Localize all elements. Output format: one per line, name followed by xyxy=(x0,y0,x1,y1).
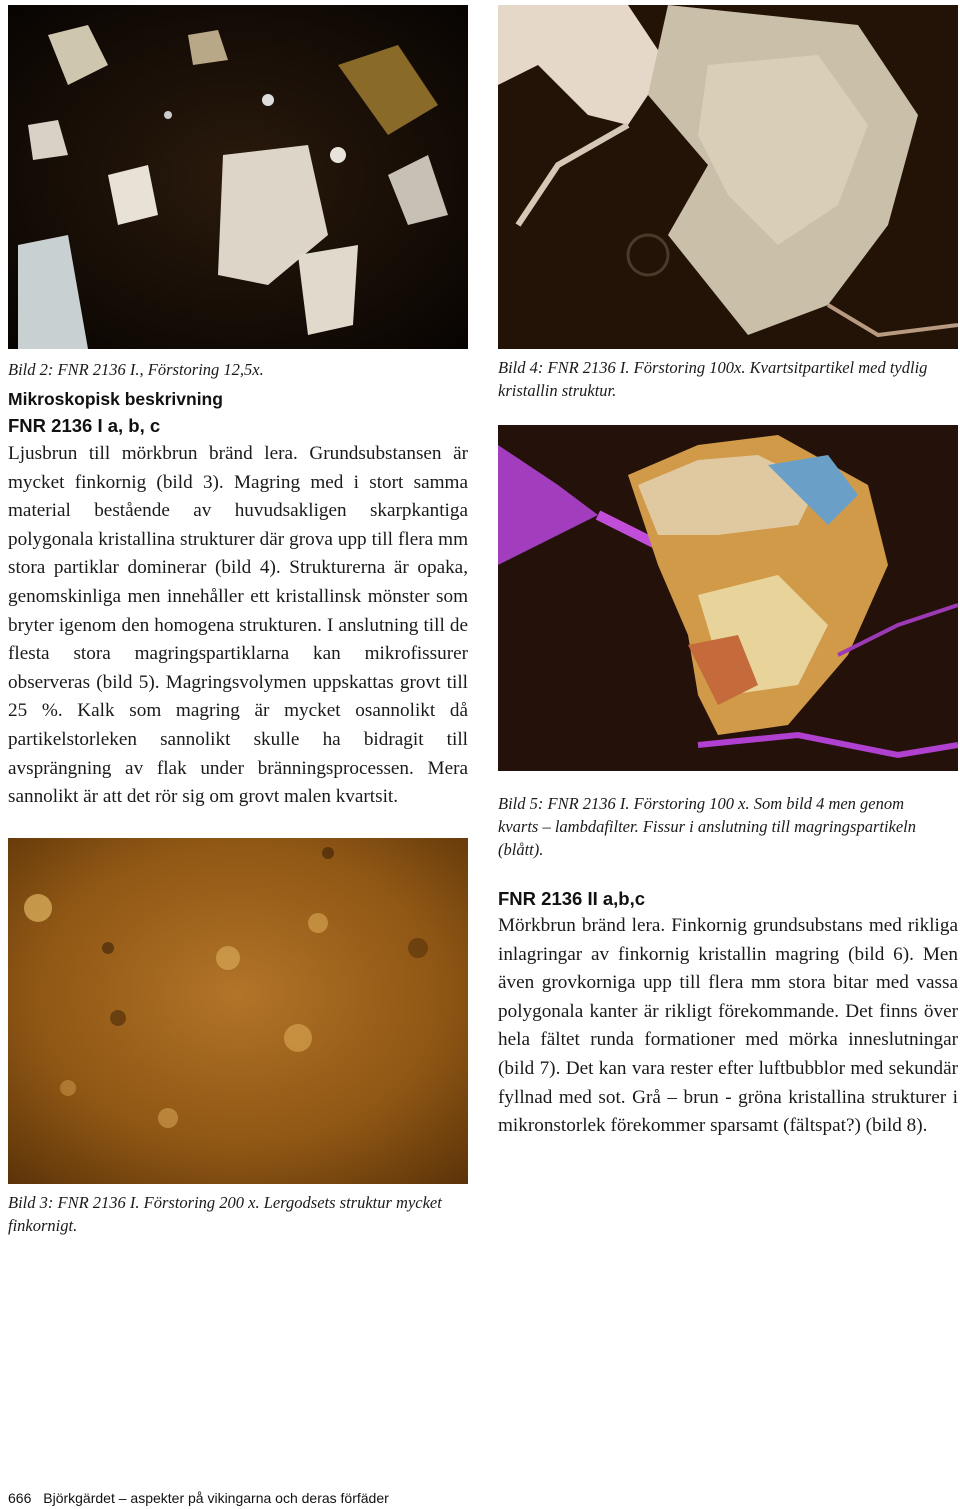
page-footer xyxy=(8,1490,389,1506)
bild4-photo xyxy=(498,5,958,349)
book-title: Björkgärdet – aspekter på vikingarna och deras förfäder xyxy=(43,1490,389,1506)
bild5-caption: Bild 5: FNR 2136 I. Förstoring 100 x. Som bild 4 men genom kvarts – lambdafilter. Fissur i anslutning till magringspartikeln (blått). xyxy=(498,794,917,859)
bild2-caption: Bild 2: FNR 2136 I., Förstoring 12,5x. xyxy=(8,360,264,379)
section-heading: Mikroskopisk beskrivning xyxy=(8,389,223,409)
bild3-photo xyxy=(8,838,468,1184)
bild5-photo xyxy=(498,425,958,771)
page-number: 666 xyxy=(8,1490,32,1506)
section1-subheading: FNR 2136 I a, b, c xyxy=(8,415,161,436)
section2-subheading: FNR 2136 II a,b,c xyxy=(498,888,646,909)
section2-body: Mörkbrun bränd lera. Finkornig grundsubstans med rikliga inlagringar av finkornig kristallin magring (bild 6). Men även grovkorniga upp till flera mm stora bitar med vassa polygonala kanter är rikligt förekommande. Det finns över hela fältet runda formationer med mörka inneslutningar (bild 7). Det kan vara rester efter luftbubblor med sekundär fyllnad med sot. Grå – brun - gröna kristallina strukturer i mikronstorlek förekommer sparsamt (fältspat?) (bild 8). xyxy=(498,915,958,1137)
bild4-caption: Bild 4: FNR 2136 I. Förstoring 100x. Kvartsitpartikel med tydlig kristallin struktur. xyxy=(498,358,928,400)
section1-body: Ljusbrun till mörkbrun bränd lera. Grundsubstansen är mycket finkornig (bild 3). Magring med i stort samma material bestående av huvudsakligen skarpkantiga polygonala kristallina strukturer där grova upp till flera mm stora partiklar dominerar (bild 4). Strukturerna är opaka, genomskinliga men innehåller ett kristallinsk mönster som bryter igenom den homogena strukturen. I anslutning till de flesta stora magringspartiklarna kan mikrofissurer observeras (bild 5). Magringsvolymen uppskattas grovt till 25 %. Kalk som magring är mycket osannolikt då partikelstorleken sannolikt skulle ha bidragit till avsprängning av flak under bränningsprocessen. Mera sannolikt är att det rör sig om grovt malen kvartsit. xyxy=(8,443,468,808)
bild2-photo xyxy=(8,5,468,349)
bild3-caption: Bild 3: FNR 2136 I. Förstoring 200 x. Lergodsets struktur mycket finkornigt. xyxy=(8,1193,442,1235)
